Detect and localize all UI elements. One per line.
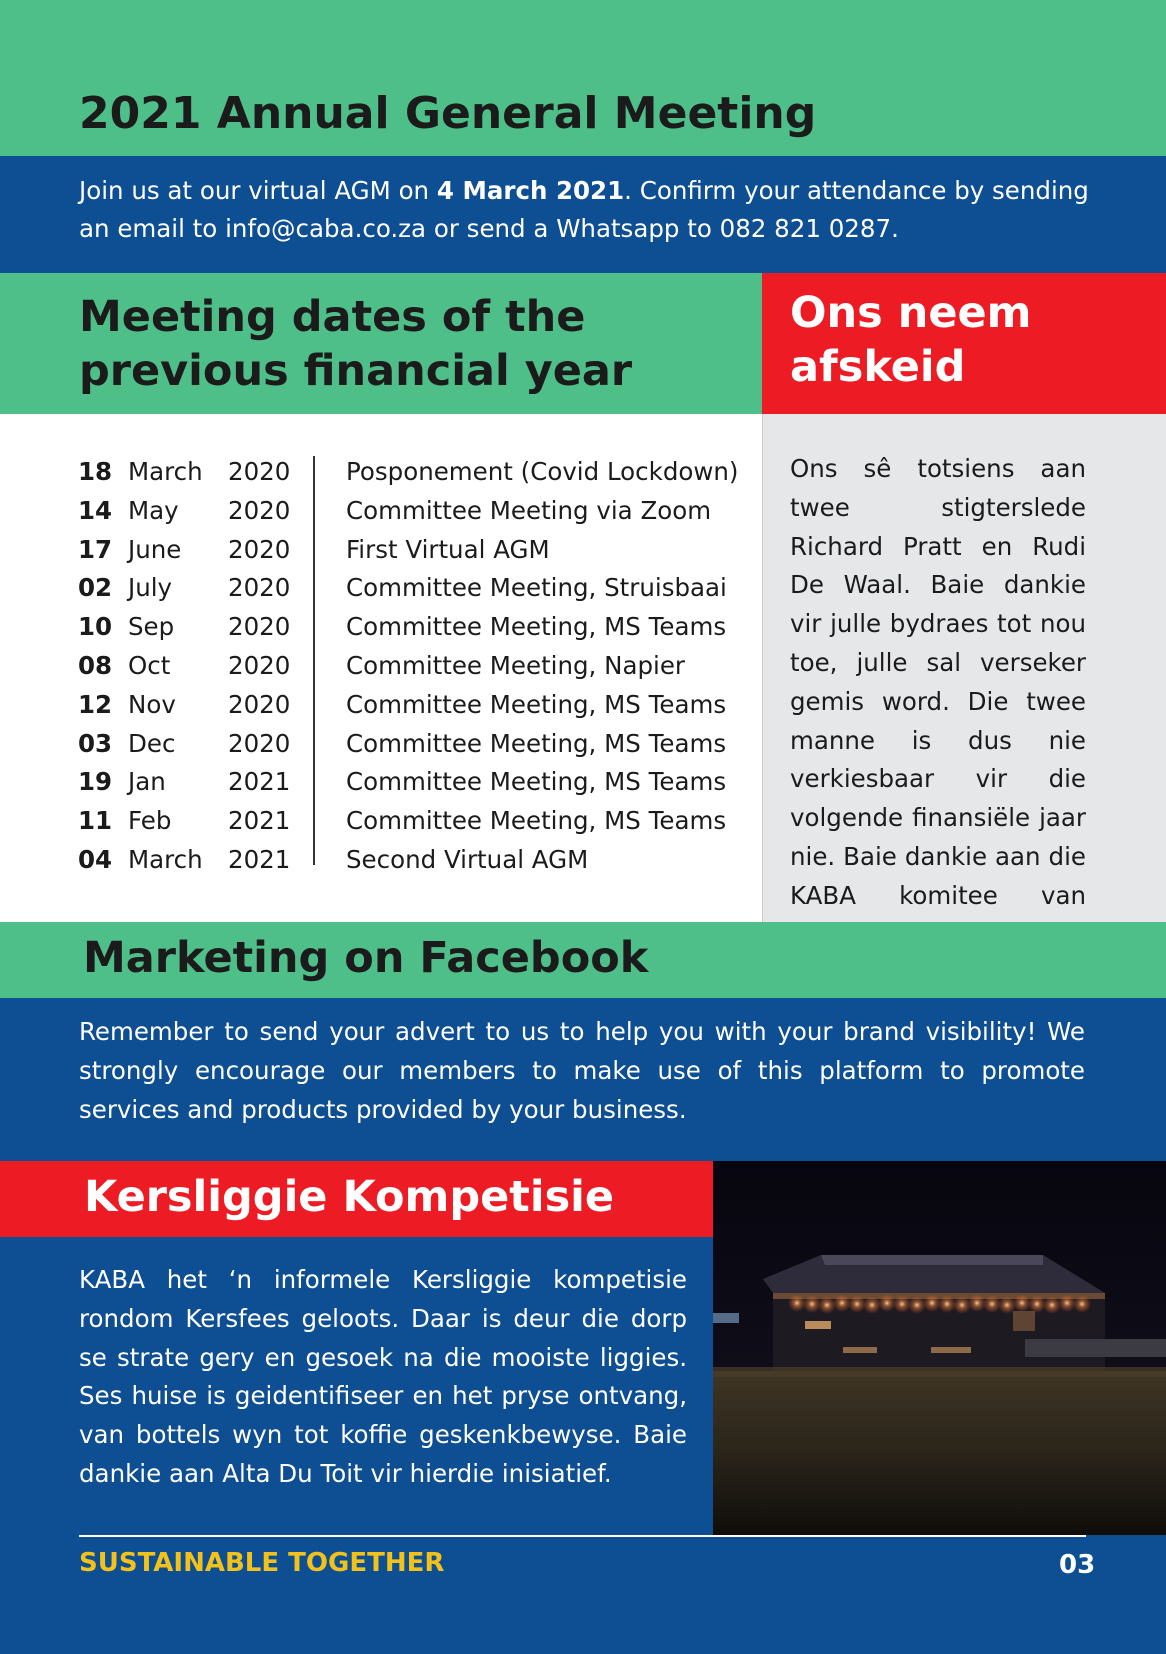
footer-slogan: SUSTAINABLE TOGETHER xyxy=(79,1548,445,1578)
meeting-row xyxy=(0,685,762,724)
meeting-row xyxy=(0,801,762,840)
meeting-row xyxy=(0,646,762,685)
meeting-row xyxy=(0,607,762,646)
light-bulb xyxy=(1073,1295,1091,1313)
meeting-description: Committee Meeting, Struisbaai xyxy=(346,573,727,603)
agm-date: 4 March 2021 xyxy=(436,176,625,205)
afskeid-title-line1: Ons neem xyxy=(790,288,1032,338)
footer-rule xyxy=(79,1535,1086,1537)
kersliggie-title: Kersliggie Kompetisie xyxy=(84,1172,615,1222)
meeting-month: Feb xyxy=(128,806,172,836)
meeting-description: Committee Meeting, MS Teams xyxy=(346,806,727,836)
meeting-month: Oct xyxy=(128,651,171,680)
meeting-month: Sep xyxy=(128,612,175,642)
meeting-year: 2020 xyxy=(228,457,291,486)
meeting-description: Posponement (Covid Lockdown) xyxy=(346,457,739,486)
meeting-row xyxy=(0,530,762,569)
meeting-description: Committee Meeting, Napier xyxy=(346,651,685,680)
meetings-title-line2: previous financial year xyxy=(79,346,633,396)
meeting-month: June xyxy=(128,534,182,564)
meeting-row xyxy=(0,568,762,607)
meeting-day: 03 xyxy=(78,728,113,758)
agm-text xyxy=(79,172,1089,248)
meetings-title xyxy=(79,290,632,398)
meeting-month: March xyxy=(128,845,203,874)
afskeid-title-line2: afskeid xyxy=(790,342,966,392)
meeting-row xyxy=(0,452,762,491)
afskeid-title xyxy=(790,286,1031,394)
meeting-month: Jan xyxy=(128,767,166,797)
meetings-table xyxy=(0,414,762,922)
meeting-year: 2021 xyxy=(228,845,291,874)
meeting-description: Committee Meeting via Zoom xyxy=(346,495,712,525)
meeting-month: Dec xyxy=(128,728,176,758)
meeting-day: 02 xyxy=(78,573,113,603)
meeting-row xyxy=(0,724,762,763)
table-divider xyxy=(313,456,315,865)
meeting-description: Committee Meeting, MS Teams xyxy=(346,767,727,797)
meeting-day: 17 xyxy=(78,534,113,564)
page-number: 03 xyxy=(1059,1550,1096,1580)
meeting-row xyxy=(0,840,762,879)
meeting-description: Committee Meeting, MS Teams xyxy=(346,612,727,642)
marketing-text: Remember to send your advert to us to help you with your brand visibility! We strongly encourage our members to make use of this platform to promote services and products provided by your business. xyxy=(79,1017,1085,1124)
meeting-day: 11 xyxy=(78,806,113,836)
meeting-day: 19 xyxy=(78,767,113,797)
meeting-description: Second Virtual AGM xyxy=(346,845,589,874)
meeting-month: May xyxy=(128,495,179,525)
meeting-year: 2020 xyxy=(228,534,291,564)
kersliggie-text: KABA het ‘n informele Kersliggie kompetisie rondom Kersfees geloots. Daar is deur die dorp se strate gery en gesoek na die mooiste liggies. Ses huise is geidentifiseer en het pryse ontvang, van bottels wyn tot koffie geskenkbewyse. Baie dankie aan Alta Du Toit vir hierdie inisiatief. xyxy=(79,1265,687,1488)
meeting-year: 2021 xyxy=(228,767,291,797)
meeting-year: 2021 xyxy=(228,806,291,836)
night-lights-photo xyxy=(713,1161,1166,1535)
afskeid-text: Ons sê totsiens aan twee stigterslede Richard Pratt en Rudi De Waal. Baie dankie vir julle bydraes tot nou toe, julle sal verseker gemis word. Die twee manne is dus nie verkiesbaar vir die volgende finansiële jaar nie. Baie dankie aan die KABA komitee van xyxy=(790,454,1086,910)
meeting-year: 2020 xyxy=(228,651,291,680)
agm-text-after: . Confirm your attendance by sending an email to info@caba.co.za or send a Whatsapp to 082 821 0287. xyxy=(79,176,1089,243)
meeting-day: 10 xyxy=(78,612,113,642)
meeting-day: 12 xyxy=(78,689,113,719)
meeting-month: July xyxy=(128,573,173,603)
meeting-month: March xyxy=(128,457,203,486)
meetings-title-line1: Meeting dates of the xyxy=(79,292,586,342)
meeting-year: 2020 xyxy=(228,612,291,642)
meeting-day: 18 xyxy=(78,457,113,486)
meeting-month: Nov xyxy=(128,689,176,719)
meeting-row xyxy=(0,491,762,530)
meeting-year: 2020 xyxy=(228,495,291,525)
meeting-day: 08 xyxy=(78,651,113,680)
meeting-day: 14 xyxy=(78,495,113,525)
meeting-description: Committee Meeting, MS Teams xyxy=(346,689,727,719)
marketing-title: Marketing on Facebook xyxy=(83,933,649,983)
meeting-year: 2020 xyxy=(228,728,291,758)
meeting-description: Committee Meeting, MS Teams xyxy=(346,728,727,758)
meeting-year: 2020 xyxy=(228,573,291,603)
meeting-description: First Virtual AGM xyxy=(346,534,550,564)
meeting-row xyxy=(0,762,762,801)
meeting-year: 2020 xyxy=(228,689,291,719)
meeting-day: 04 xyxy=(78,845,113,874)
agm-title: 2021 Annual General Meeting xyxy=(79,88,817,139)
agm-text-before: Join us at our virtual AGM on xyxy=(79,176,437,205)
